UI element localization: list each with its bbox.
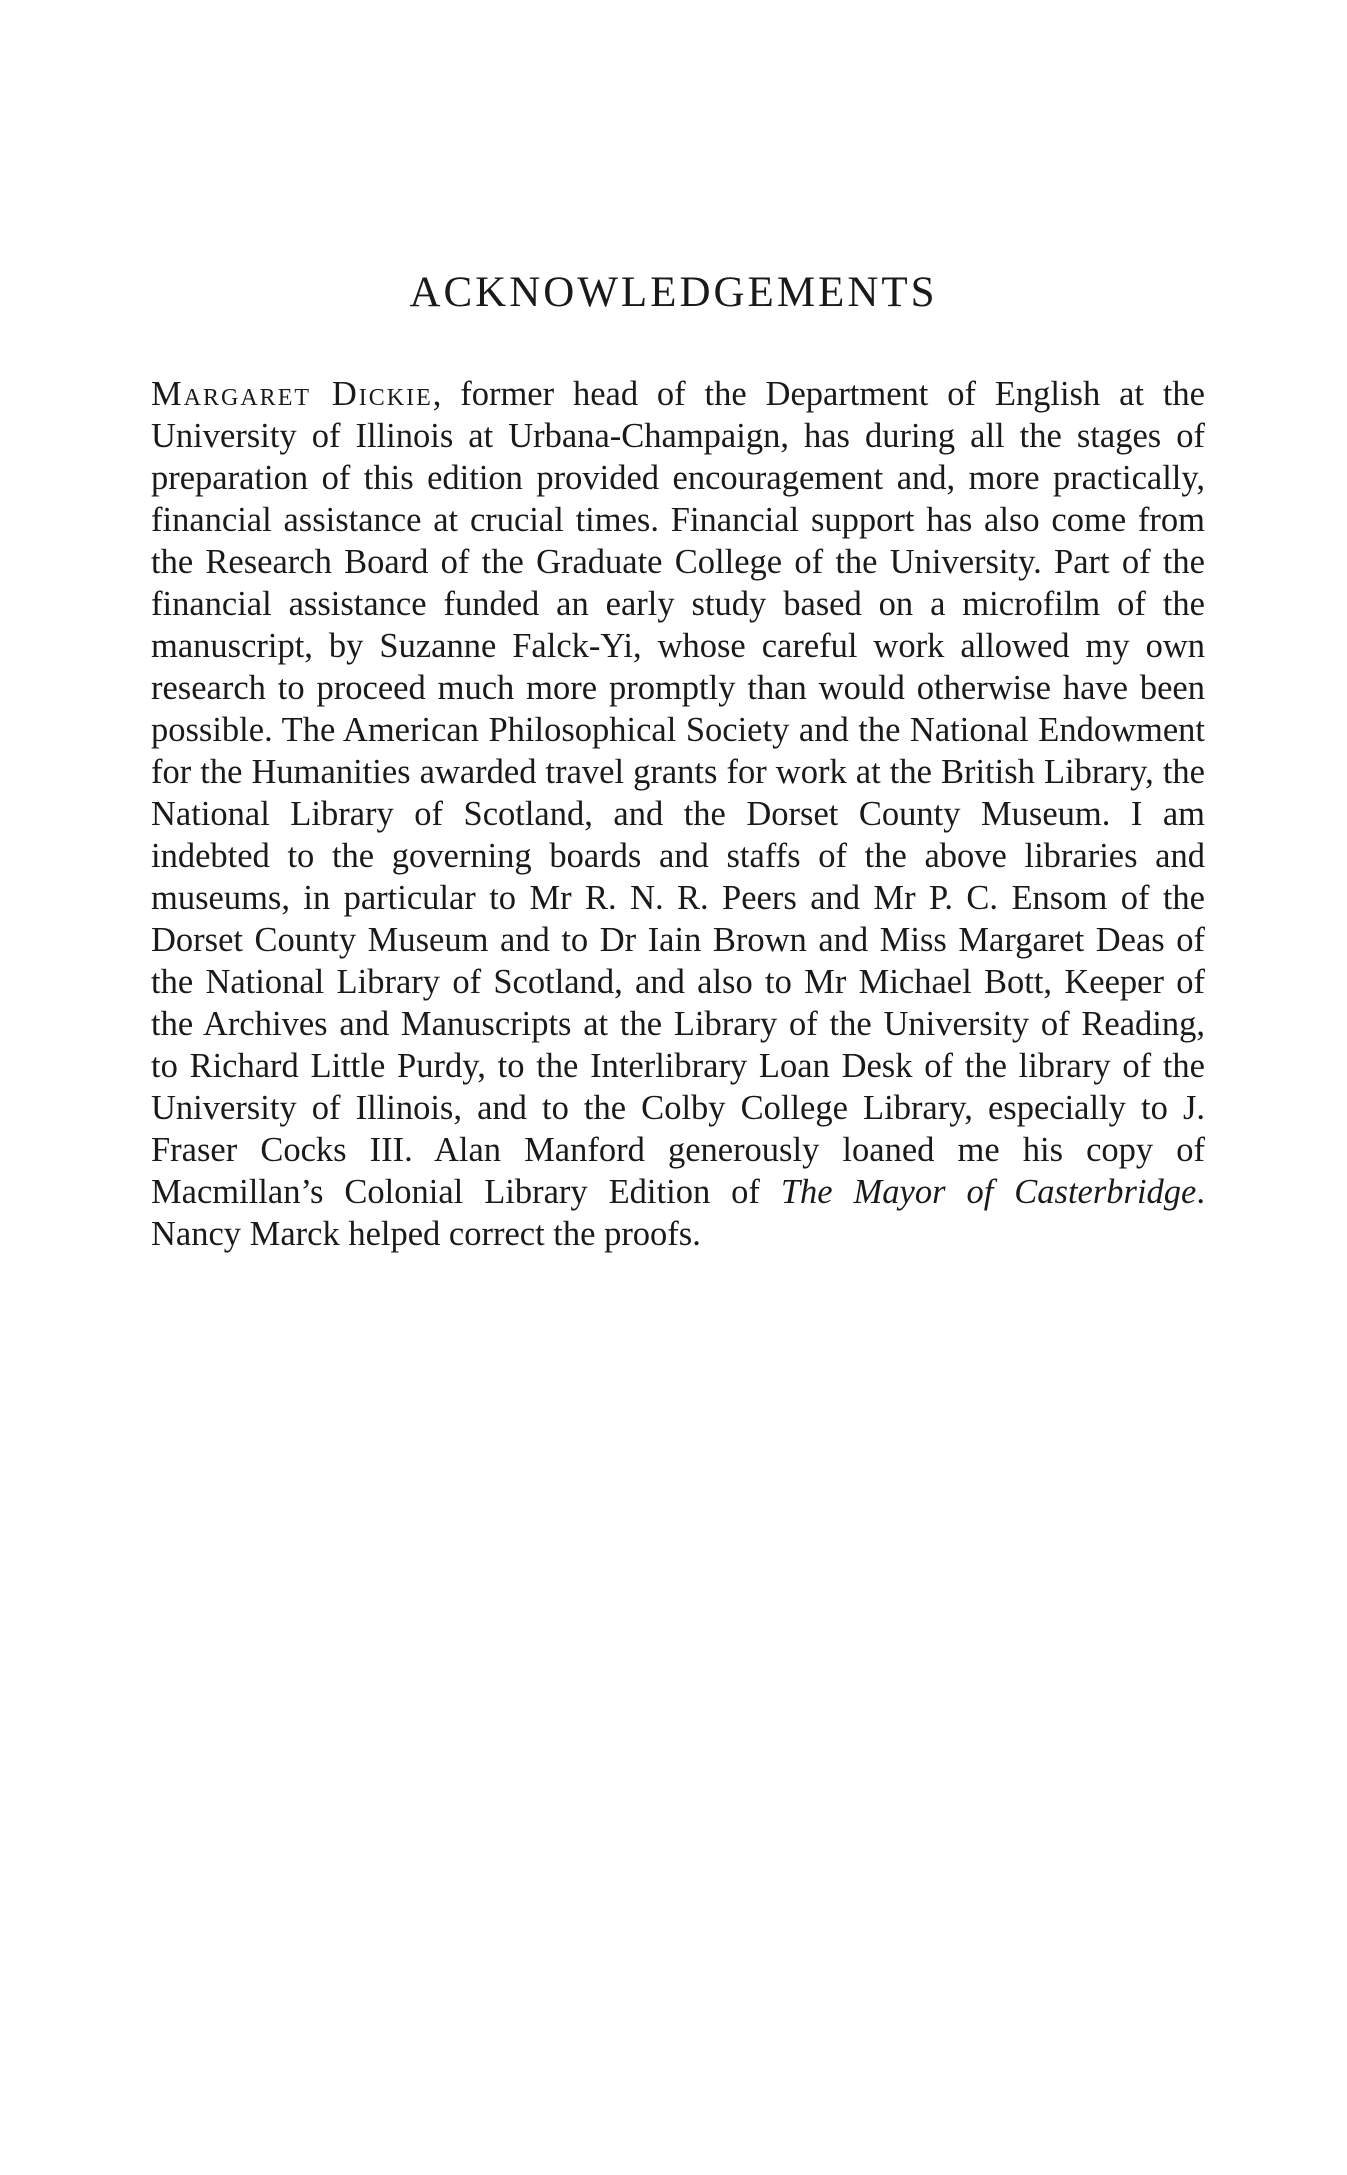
acknowledgements-paragraph — [151, 373, 1205, 1255]
lead-name: Margaret Dickie — [151, 375, 433, 413]
paragraph-text-part2: . Nancy Marck helped correct the proofs. — [151, 1173, 1205, 1253]
book-title: The Mayor of Casterbridge — [780, 1173, 1197, 1211]
page-title: ACKNOWLEDGEMENTS — [409, 269, 938, 316]
paragraph-text-part1: , former head of the Department of English at the University of Illinois at Urbana-Champaign, has during all the stages of preparation of this edition provided encouragement and, more practically, financial assistance at crucial times. Financial support has also come from the Research Board of the Graduate College of the University. Part of the financial assistance funded an early study based on a microfilm of the manuscript, by Suzanne Falck-Yi, whose careful work allowed my own research to proceed much more promptly than would otherwise have been possible. The American Philosophical Society and the National Endowment for the Humanities awarded travel grants for work at the British Library, the National Library of Scotland, and the Dorset County Museum. I am indebted to the governing boards and staffs of the above libraries and museums, in particular to Mr R. N. R. Peers and Mr P. C. Ensom of the Dorset County Museum and to Dr Iain Brown and Miss Margaret Deas of the National Library of Scotland, and also to Mr Michael Bott, Keeper of the Archives and Manuscripts at the Library of the University of Reading, to Richard Little Purdy, to the Interlibrary Loan Desk of the library of the University of Illinois, and to the Colby College Library, especially to J. Fraser Cocks III. Alan Manford generously loaned me his copy of Macmillan’s Colonial Library Edition of — [151, 375, 1205, 1211]
